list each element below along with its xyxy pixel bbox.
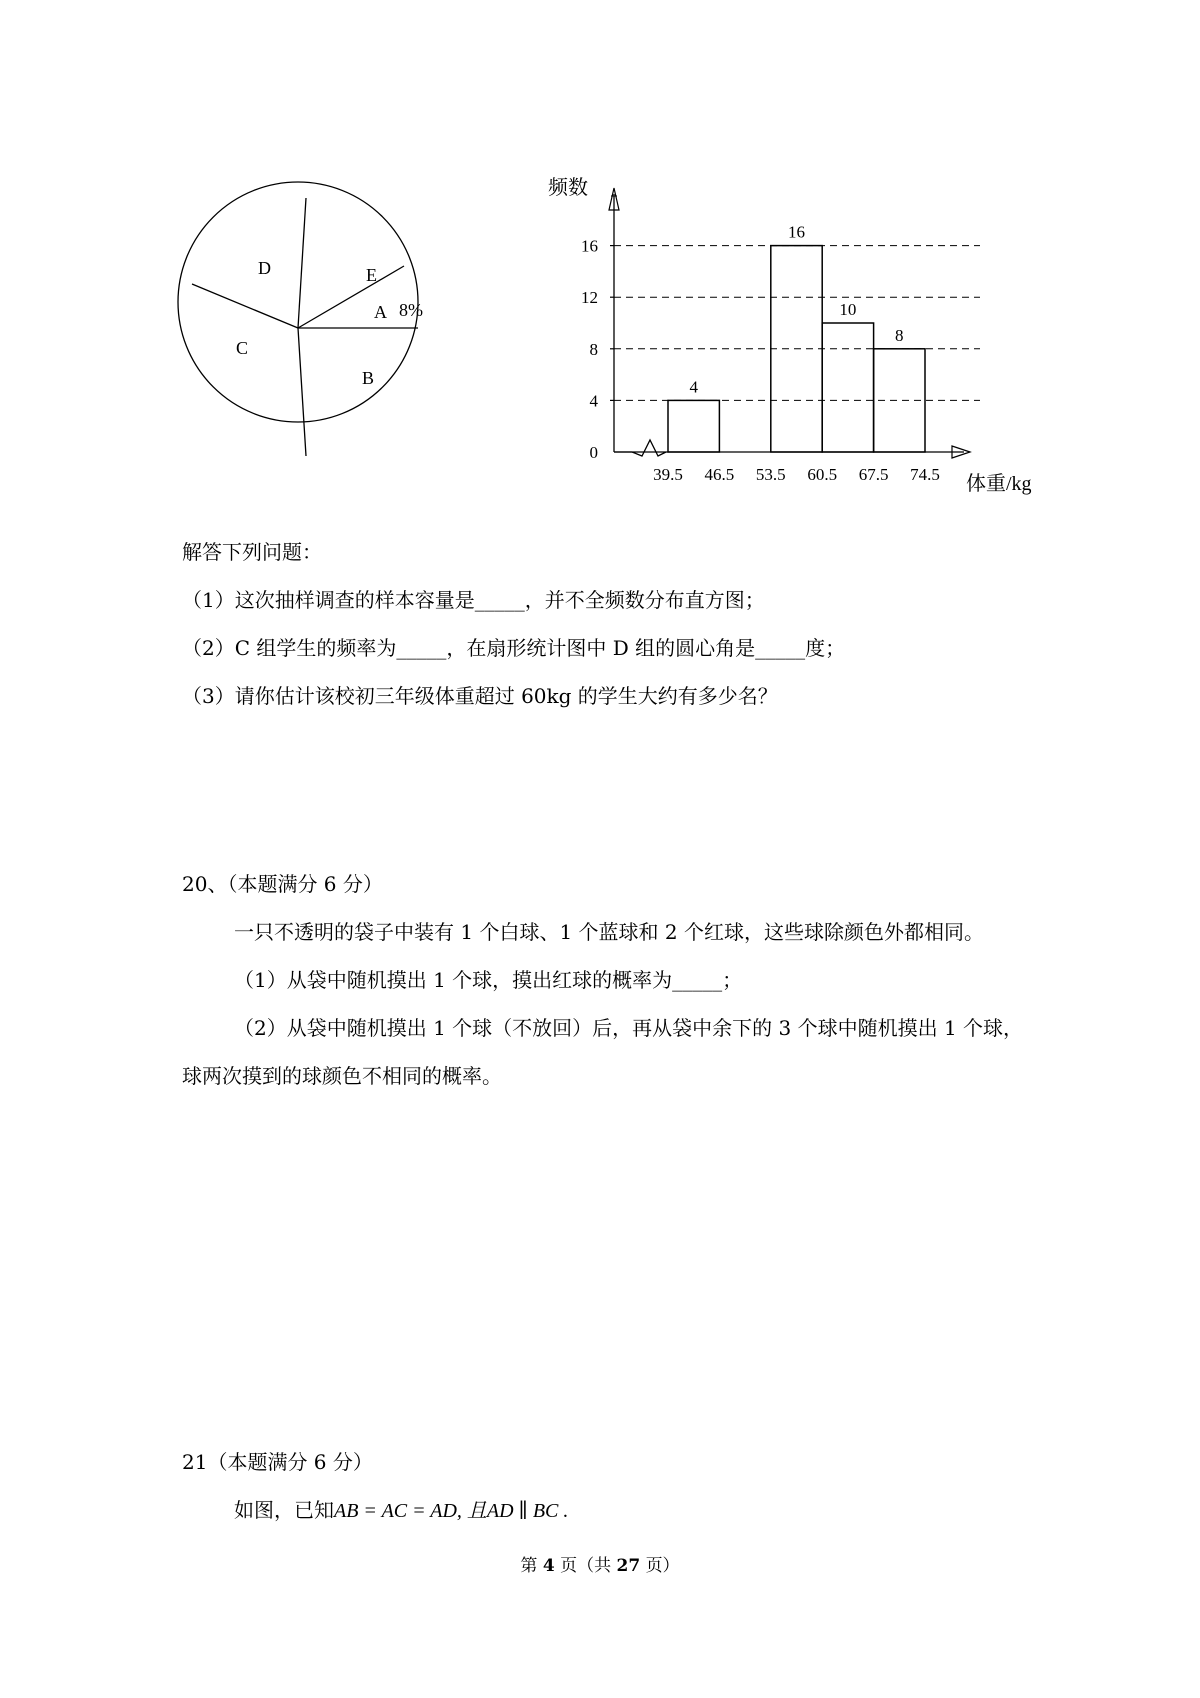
q20-stem: 一只不透明的袋子中装有 1 个白球、1 个蓝球和 2 个红球，这些球除颜色外都相同。 [234,920,984,944]
q20-part-1: （1）从袋中随机摸出 1 个球，摸出红球的概率为_____； [234,968,743,992]
x-tick-labels [653,465,940,484]
q20-heading: 20、（本题满分 6 分） [182,872,383,896]
pie-divider [298,198,306,328]
x-tick-label: 60.5 [807,465,838,484]
pie-divider [192,284,298,328]
q21-stem-prefix: 如图，已知 [234,1498,334,1522]
q21-heading: 21（本题满分 6 分） [182,1450,373,1474]
footer-page-number: 4 [542,1556,555,1576]
q20-part-2: （2）从袋中随机摸出 1 个球（不放回）后，再从袋中余下的 3 个球中随机摸出 1 个球， [234,1016,1024,1040]
x-axis-title: 体重/kg [966,473,1032,495]
page-footer [0,1551,1200,1576]
y-tick-labels [581,237,599,462]
q21-stem-math: AB = AC = AD, 且AD ∥ BC . [334,1500,569,1522]
pie-label-a-percent: 8% [399,300,423,320]
bar-value-label: 8 [895,325,904,345]
x-tick-label: 46.5 [704,465,735,484]
pie-label-c: C [236,338,249,358]
y-tick-label: 16 [581,236,598,256]
pie-divider [298,328,306,456]
y-tick-label: 4 [589,391,598,411]
x-tick-label: 74.5 [910,465,940,484]
q21-stem [0,1494,1200,1523]
footer-prefix: 第 [520,1556,538,1576]
bar-value-label: 4 [689,377,698,397]
pie-label-b: B [362,368,375,388]
bar-value-label: 10 [839,300,857,319]
pie-chart [178,182,423,456]
pie-label-e: E [366,265,377,285]
y-tick-label: 0 [589,443,598,462]
q19-intro: 解答下列问题： [182,540,322,564]
q19-part-3: （3）请你估计该校初三年级体重超过 60kg 的学生大约有多少名？ [182,684,778,708]
x-tick-label: 53.5 [755,465,786,484]
footer-suffix: 页） [645,1556,680,1576]
q19-part-1: （1）这次抽样调查的样本容量是_____，并不全频数分布直方图； [182,588,765,612]
figure-area [0,0,1200,520]
histogram-bar [822,323,873,452]
bar-labels [689,223,903,397]
q19-part-2: （2）C 组学生的频率为_____，在扇形统计图中 D 组的圆心角是_____度； [182,636,846,660]
y-tick-label: 12 [581,288,598,308]
q20-part-2-continued: 球两次摸到的球颜色不相同的概率。 [182,1064,502,1088]
histogram [548,176,1032,495]
footer-total-pages: 27 [616,1556,641,1576]
y-axis-title: 频数 [548,177,588,199]
pie-label-a: A [374,302,387,322]
pie-label-d: D [258,258,271,278]
histogram-bar [668,400,719,452]
x-tick-label: 39.5 [653,465,683,484]
pie-divider [298,266,404,328]
x-tick-label: 67.5 [858,465,889,484]
axis-break [614,440,666,456]
footer-mid: 页（共 [560,1556,612,1576]
bar-value-label: 16 [788,222,805,242]
y-tick-label: 8 [589,339,598,359]
